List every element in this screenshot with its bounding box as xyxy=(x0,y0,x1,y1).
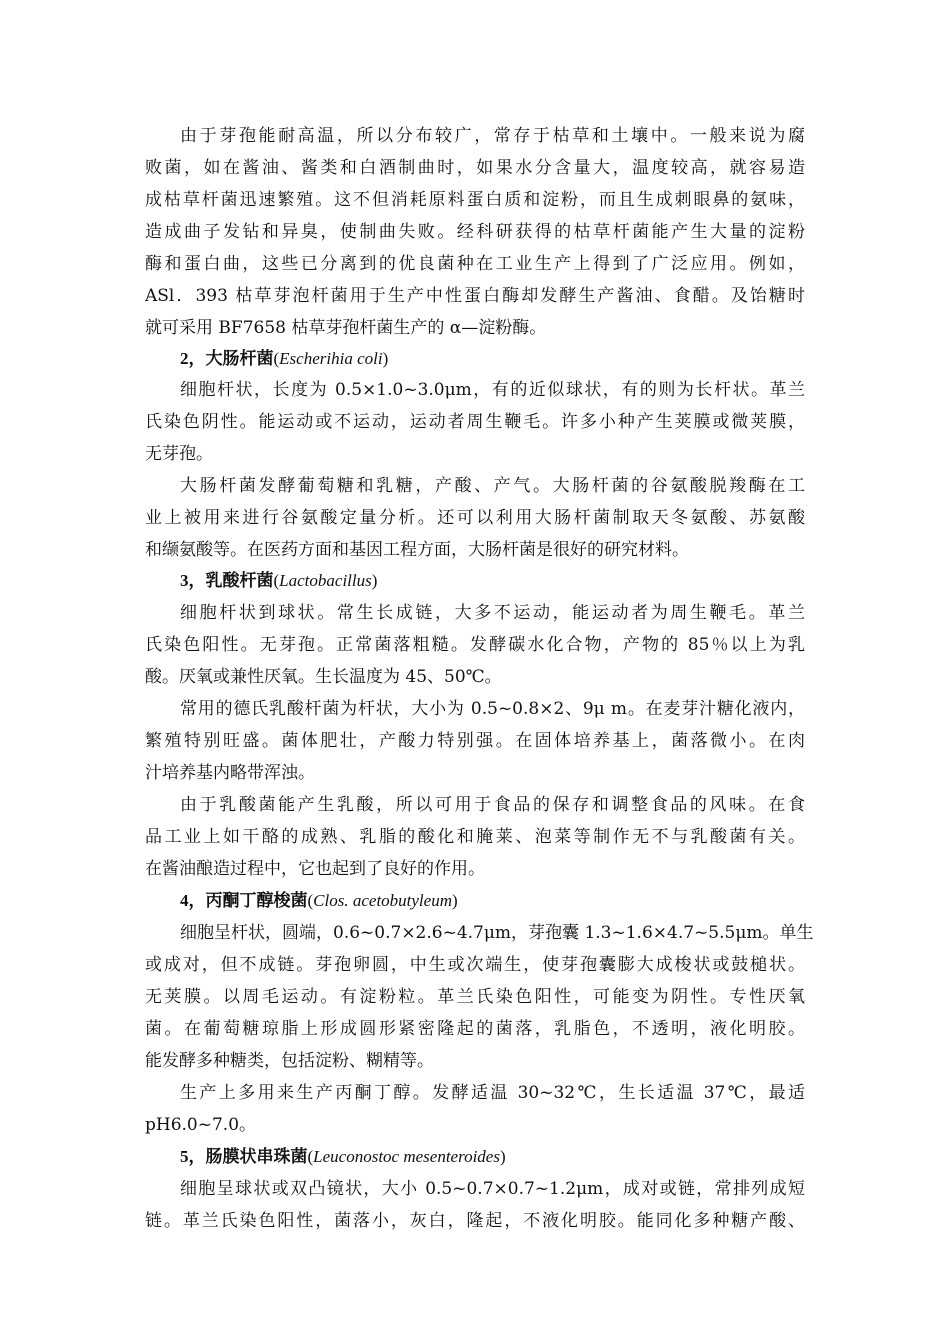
heading-number: 5， xyxy=(180,1147,206,1166)
heading-name-cn: 丙酮丁醇梭菌 xyxy=(205,891,308,911)
text-line: 在酱油酿造过程中，它也起到了良好的作用。 xyxy=(145,859,485,879)
text-line: 无芽孢。 xyxy=(145,444,213,464)
text-line: 细胞呈球状或双凸镜状，大小 0.5~0.7×0.7~1.2μm，成对或链，常排列成短 xyxy=(180,1179,805,1199)
text-line: 品工业上如干酪的成熟、乳脂的酸化和腌莱、泡菜等制作无不与乳酸菌有关。 xyxy=(145,827,805,847)
text-line: 细胞杆状到球状。常生长成链，大多不运动，能运动者为周生鞭毛。革兰 xyxy=(180,603,805,623)
text-line: 由于芽孢能耐高温，所以分布较广，常存于枯草和土壤中。一般来说为腐 xyxy=(180,126,805,146)
text-line: 菌。在葡萄糖琼脂上形成圆形紧密隆起的菌落，乳脂色，不透明，液化明胶。 xyxy=(145,1019,805,1039)
section-heading: 2，大肠杆菌(Escherihia coli) xyxy=(180,349,389,369)
heading-number: 4， xyxy=(180,891,206,910)
section-heading: 4，丙酮丁醇梭菌(Clos. acetobutyleum) xyxy=(180,891,458,911)
text-line: 酶和蛋白曲，这些已分离到的优良菌种在工业生产上得到了广泛应用。例如， xyxy=(145,254,805,274)
heading-number: 3， xyxy=(180,571,206,590)
text-line: 繁殖特别旺盛。菌体肥壮，产酸力特别强。在固体培养基上，菌落微小。在肉 xyxy=(145,731,805,751)
text-line: 败菌，如在酱油、酱类和白酒制曲时，如果水分含量大，温度较高，就容易造 xyxy=(145,158,805,178)
text-line: 酸。厌氧或兼性厌氧。生长温度为 45、50℃。 xyxy=(145,667,502,687)
text-line: 氏染色阳性。无芽孢。正常菌落粗糙。发酵碳水化合物，产物的 85％以上为乳 xyxy=(145,635,805,655)
text-line: 由于乳酸菌能产生乳酸，所以可用于食品的保存和调整食品的风味。在食 xyxy=(180,795,805,815)
text-line: 能发酵多种糖类，包括淀粉、糊精等。 xyxy=(145,1051,434,1071)
text-line: 成枯草杆菌迅速繁殖。这不但消耗原料蛋白质和淀粉，而且生成刺眼鼻的氨味， xyxy=(145,190,805,210)
heading-name-cn: 乳酸杆菌 xyxy=(205,571,274,591)
heading-name-latin: Escherihia coli xyxy=(279,349,383,368)
section-heading: 3，乳酸杆菌(Lactobacillus) xyxy=(180,571,378,591)
text-line: 业上被用来进行谷氨酸定量分析。还可以利用大肠杆菌制取天冬氨酸、苏氨酸 xyxy=(145,508,805,528)
heading-name-latin: Lactobacillus xyxy=(279,571,372,590)
text-line: 造成曲子发钻和异臭，使制曲失败。经科研获得的枯草杆菌能产生大量的淀粉 xyxy=(145,222,805,242)
text-line: 就可采用 BF7658 枯草芽孢杆菌生产的 α—淀粉酶。 xyxy=(145,318,547,338)
heading-name-latin: Clos. acetobutyleum xyxy=(313,891,452,910)
text-line: 氏染色阴性。能运动或不运动，运动者周生鞭毛。许多小种产生荚膜或微荚膜， xyxy=(145,412,805,432)
section-heading: 5，肠膜状串珠菌(Leuconostoc mesenteroides) xyxy=(180,1147,506,1167)
heading-name-cn: 肠膜状串珠菌 xyxy=(205,1147,308,1167)
text-line: 细胞杆状，长度为 0.5×1.0~3.0μm，有的近似球状，有的则为长杆状。革兰 xyxy=(180,380,805,400)
text-line: 链。革兰氏染色阳性，菌落小，灰白，隆起，不液化明胶。能同化多种糖产酸、 xyxy=(145,1211,805,1231)
text-line: 或成对，但不成链。芽孢卵圆，中生或次端生，使芽孢囊膨大成梭状或鼓槌状。 xyxy=(145,955,805,975)
text-line: 常用的德氏乳酸杆菌为杆状，大小为 0.5~0.8×2、9μ m。在麦芽汁糖化液内， xyxy=(180,699,805,719)
text-line: 无荚膜。以周毛运动。有淀粉粒。革兰氏染色阳性，可能变为阴性。专性厌氧 xyxy=(145,987,805,1007)
text-line: pH6.0~7.0。 xyxy=(145,1115,257,1135)
text-line: 和缬氨酸等。在医药方面和基因工程方面，大肠杆菌是很好的研究材料。 xyxy=(145,540,689,560)
heading-number: 2， xyxy=(180,349,206,368)
heading-name-cn: 大肠杆菌 xyxy=(205,349,274,369)
text-line: 细胞呈杆状，圆端，0.6~0.7×2.6~4.7μm，芽孢囊 1.3~1.6×4.7~5.5μm。单生 xyxy=(180,923,814,943)
text-line: 汁培养基内略带浑浊。 xyxy=(145,763,315,783)
text-line: ASl．393 枯草芽泡杆菌用于生产中性蛋白酶却发酵生产酱油、食醋。及饴糖时 xyxy=(145,286,805,306)
text-line: 生产上多用来生产丙酮丁醇。发酵适温 30~32℃，生长适温 37℃，最适 xyxy=(180,1083,805,1103)
text-line: 大肠杆菌发酵葡萄糖和乳糖，产酸、产气。大肠杆菌的谷氨酸脱羧酶在工 xyxy=(180,476,805,496)
heading-name-latin: Leuconostoc mesenteroides xyxy=(313,1147,500,1166)
